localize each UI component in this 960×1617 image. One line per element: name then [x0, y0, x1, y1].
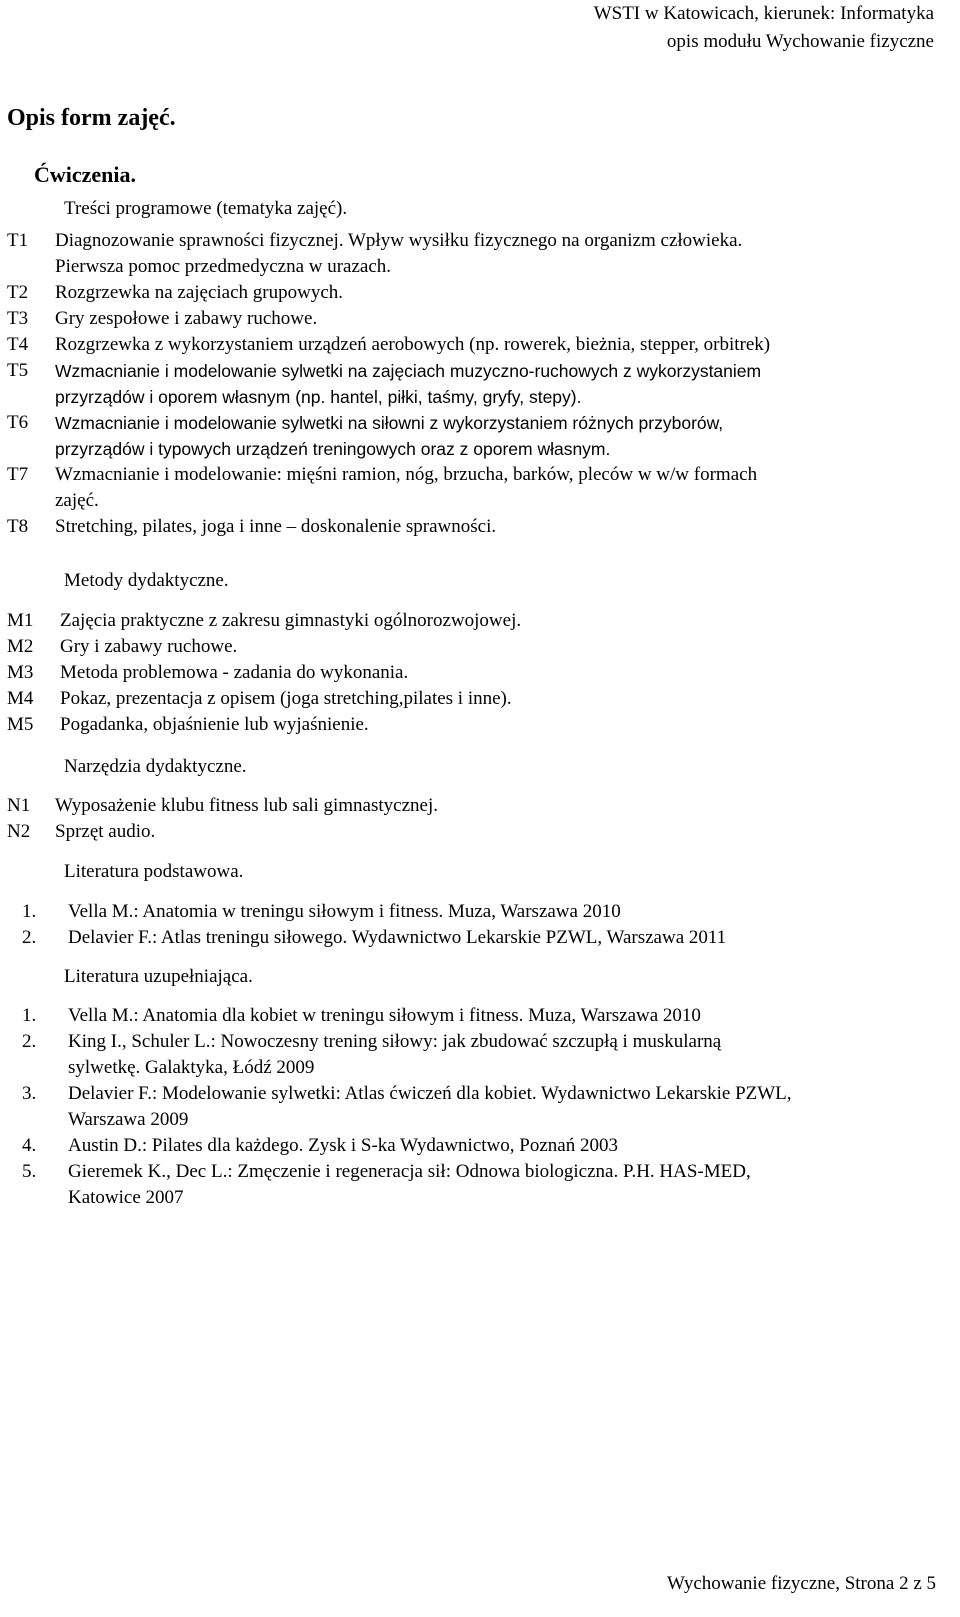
- item-text: sylwetkę. Galaktyka, Łódź 2009: [68, 1057, 315, 1078]
- topics-heading: Treści programowe (tematyka zajęć).: [64, 198, 348, 219]
- item-number: 1.: [22, 1005, 37, 1026]
- list-item: [0, 358, 940, 410]
- methods-list: [0, 608, 940, 738]
- item-text: King I., Schuler L.: Nowoczesny trening siłowy: jak zbudować szczupłą i muskularną: [68, 1031, 722, 1052]
- item-text: Austin D.: Pilates dla każdego. Zysk i S-ka Wydawnictwo, Poznań 2003: [68, 1135, 618, 1156]
- list-item: [0, 793, 940, 819]
- list-item: [0, 686, 940, 712]
- item-text: Pogadanka, objaśnienie lub wyjaśnienie.: [60, 714, 369, 735]
- item-code: M5: [7, 714, 34, 735]
- header-institution: WSTI w Katowicach, kierunek: Informatyka: [593, 3, 934, 24]
- list-item: [0, 1081, 940, 1133]
- item-text: Gry i zabawy ruchowe.: [60, 636, 238, 657]
- list-item: [0, 1159, 940, 1211]
- item-code: M4: [7, 688, 34, 709]
- item-text: Pokaz, prezentacja z opisem (joga stretching,pilates i inne).: [60, 688, 512, 709]
- page-footer: Wychowanie fizyczne, Strona 2 z 5: [667, 1573, 936, 1594]
- item-text: Wzmacnianie i modelowanie: mięśni ramion, nóg, brzucha, barków, pleców w w/w formach: [55, 464, 758, 485]
- list-item: [0, 462, 940, 514]
- list-item: [0, 819, 940, 845]
- item-text: zajęć.: [55, 490, 99, 511]
- item-text: Vella M.: Anatomia dla kobiet w treningu siłowym i fitness. Muza, Warszawa 2010: [68, 1005, 701, 1026]
- item-text: Rozgrzewka z wykorzystaniem urządzeń aerobowych (np. rowerek, bieżnia, stepper, orbitrek): [55, 334, 771, 355]
- item-text: Katowice 2007: [68, 1187, 184, 1208]
- tools-heading: Narzędzia dydaktyczne.: [64, 756, 247, 777]
- item-number: 1.: [22, 901, 37, 922]
- list-item: [0, 410, 940, 462]
- item-number: 2.: [22, 927, 37, 948]
- list-item: [0, 660, 940, 686]
- item-code: N2: [7, 821, 31, 842]
- list-item: [0, 514, 940, 540]
- list-item: [0, 899, 940, 925]
- item-number: 3.: [22, 1083, 37, 1104]
- item-text: Gry zespołowe i zabawy ruchowe.: [55, 308, 318, 329]
- item-code: M1: [7, 610, 34, 631]
- item-text: Delavier F.: Atlas treningu siłowego. Wydawnictwo Lekarskie PZWL, Warszawa 2011: [68, 927, 727, 948]
- list-item: [0, 1133, 940, 1159]
- literature-basic-list: [0, 899, 940, 951]
- list-item: [0, 925, 940, 951]
- list-item: [0, 634, 940, 660]
- item-code: T6: [7, 412, 29, 433]
- item-code: T5: [7, 360, 29, 381]
- item-text: Wzmacnianie i modelowanie sylwetki na zajęciach muzyczno-ruchowych z wykorzystaniem: [55, 361, 762, 381]
- item-code: N1: [7, 795, 31, 816]
- item-number: 5.: [22, 1161, 37, 1182]
- methods-heading: Metody dydaktyczne.: [64, 570, 229, 591]
- item-text: Delavier F.: Modelowanie sylwetki: Atlas ćwiczeń dla kobiet. Wydawnictwo Lekarskie PZWL,: [68, 1083, 792, 1104]
- page-title: Opis form zajęć.: [7, 105, 176, 131]
- item-text: Wzmacnianie i modelowanie sylwetki na siłowni z wykorzystaniem różnych przyborów,: [55, 413, 724, 433]
- item-text: Sprzęt audio.: [55, 821, 156, 842]
- item-code: M3: [7, 662, 34, 683]
- list-item: [0, 1029, 940, 1081]
- literature-extra-list: [0, 1003, 940, 1211]
- item-code: M2: [7, 636, 34, 657]
- list-item: [0, 280, 940, 306]
- literature-basic-heading: Literatura podstawowa.: [64, 861, 244, 882]
- tools-list: [0, 793, 940, 845]
- item-code: T1: [7, 230, 29, 251]
- item-code: T4: [7, 334, 29, 355]
- item-text: przyrządów i typowych urządzeń treningowych oraz z oporem własnym.: [55, 439, 611, 459]
- item-text: Wyposażenie klubu fitness lub sali gimnastycznej.: [55, 795, 438, 816]
- item-code: T7: [7, 464, 29, 485]
- item-text: Rozgrzewka na zajęciach grupowych.: [55, 282, 344, 303]
- list-item: [0, 228, 940, 280]
- item-number: 2.: [22, 1031, 37, 1052]
- item-number: 4.: [22, 1135, 37, 1156]
- page-header: [594, 0, 934, 56]
- list-item: [0, 332, 940, 358]
- item-code: T3: [7, 308, 29, 329]
- item-text: Stretching, pilates, joga i inne – doskonalenie sprawności.: [55, 516, 497, 537]
- header-module: opis modułu Wychowanie fizyczne: [666, 31, 934, 52]
- item-code: T8: [7, 516, 29, 537]
- list-item: [0, 608, 940, 634]
- item-text: Metoda problemowa - zadania do wykonania.: [60, 662, 409, 683]
- item-text: Zajęcia praktyczne z zakresu gimnastyki ogólnorozwojowej.: [60, 610, 522, 631]
- topics-list: [0, 228, 940, 540]
- list-item: [0, 712, 940, 738]
- item-text: Warszawa 2009: [68, 1109, 189, 1130]
- list-item: [0, 306, 940, 332]
- item-text: Gieremek K., Dec L.: Zmęczenie i regeneracja sił: Odnowa biologiczna. P.H. HAS-MED,: [68, 1161, 751, 1182]
- literature-extra-heading: Literatura uzupełniająca.: [64, 966, 253, 987]
- item-text: Vella M.: Anatomia w treningu siłowym i fitness. Muza, Warszawa 2010: [68, 901, 621, 922]
- item-text: przyrządów i oporem własnym (np. hantel, piłki, taśmy, gryfy, stepy).: [55, 387, 582, 407]
- list-item: [0, 1003, 940, 1029]
- item-text: Diagnozowanie sprawności fizycznej. Wpływ wysiłku fizycznego na organizm człowieka.: [55, 230, 743, 251]
- item-text: Pierwsza pomoc przedmedyczna w urazach.: [55, 256, 392, 277]
- section-title: Ćwiczenia.: [34, 162, 137, 187]
- item-code: T2: [7, 282, 29, 303]
